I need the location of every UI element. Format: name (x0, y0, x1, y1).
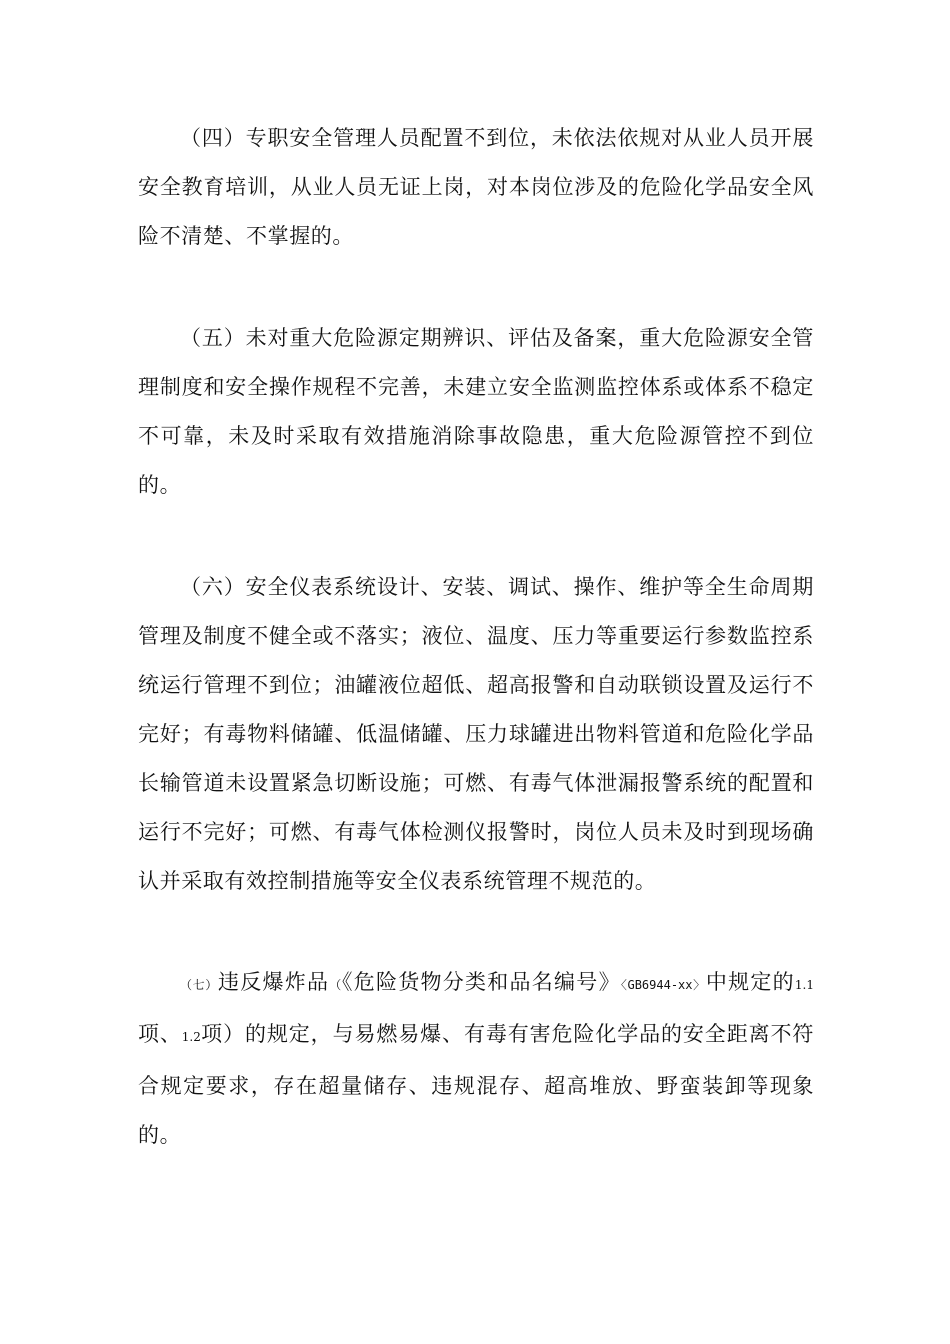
paragraph-7-standard-title: 《危险货物分类和品名编号》 (341, 970, 621, 994)
paragraph-4: （四）专职安全管理人员配置不到位，未依法依规对从业人员开展安全教育培训，从业人员无证上岗，对本岗位涉及的危险化学品安全风险不清楚、不掌握的。 (138, 126, 814, 248)
paragraph-5: （五）未对重大危险源定期辨识、评估及备案，重大危险源安全管理制度和安全操作规程不完善，未建立安全监测监控体系或体系不稳定不可靠，未及时采取有效措施消除事故隐患，重大危险源管控不到位的。 (138, 326, 814, 497)
paragraph-7-segment-4: 项）的规定，与易燃易爆、有毒有害危险化学品的安全距离不符合规定要求，存在超量储存、违规混存、超高堆放、野蛮装卸等现象的。 (138, 1022, 814, 1147)
paragraph-7-segment-3: 项、 (138, 1022, 182, 1046)
paragraph-7-segment-2: 中规定的 (705, 970, 795, 994)
paragraph-7-segment-1: 违反爆炸品 (217, 970, 330, 994)
paragraph-7-number: （七） (180, 978, 218, 992)
paragraph-7-item-1-2: 1.2 (181, 1030, 201, 1044)
paragraph-7-item-1-1: 1.1 (794, 978, 814, 992)
paragraph-6: （六）安全仪表系统设计、安装、调试、操作、维护等全生命周期管理及制度不健全或不落实；液位、温度、压力等重要运行参数监控系统运行管理不到位；油罐液位超低、超高报警和自动联锁设置及运行不完好；有毒物料储罐、低温储罐、压力球罐进出物料管道和危险化学品长输管道未设置紧急切断设施；可燃、有毒气体泄漏报警系统的配置和运行不完好；可燃、有毒气体检测仪报警时，岗位人员未及时到现场确认并采取有效控制措施等安全仪表系统管理不规范的。 (138, 575, 814, 893)
paragraph-7-open-paren: （ (329, 978, 342, 992)
paragraph-7 (138, 958, 814, 1160)
paragraph-7-standard-code: 〈GB6944-xx〉 (620, 978, 706, 992)
